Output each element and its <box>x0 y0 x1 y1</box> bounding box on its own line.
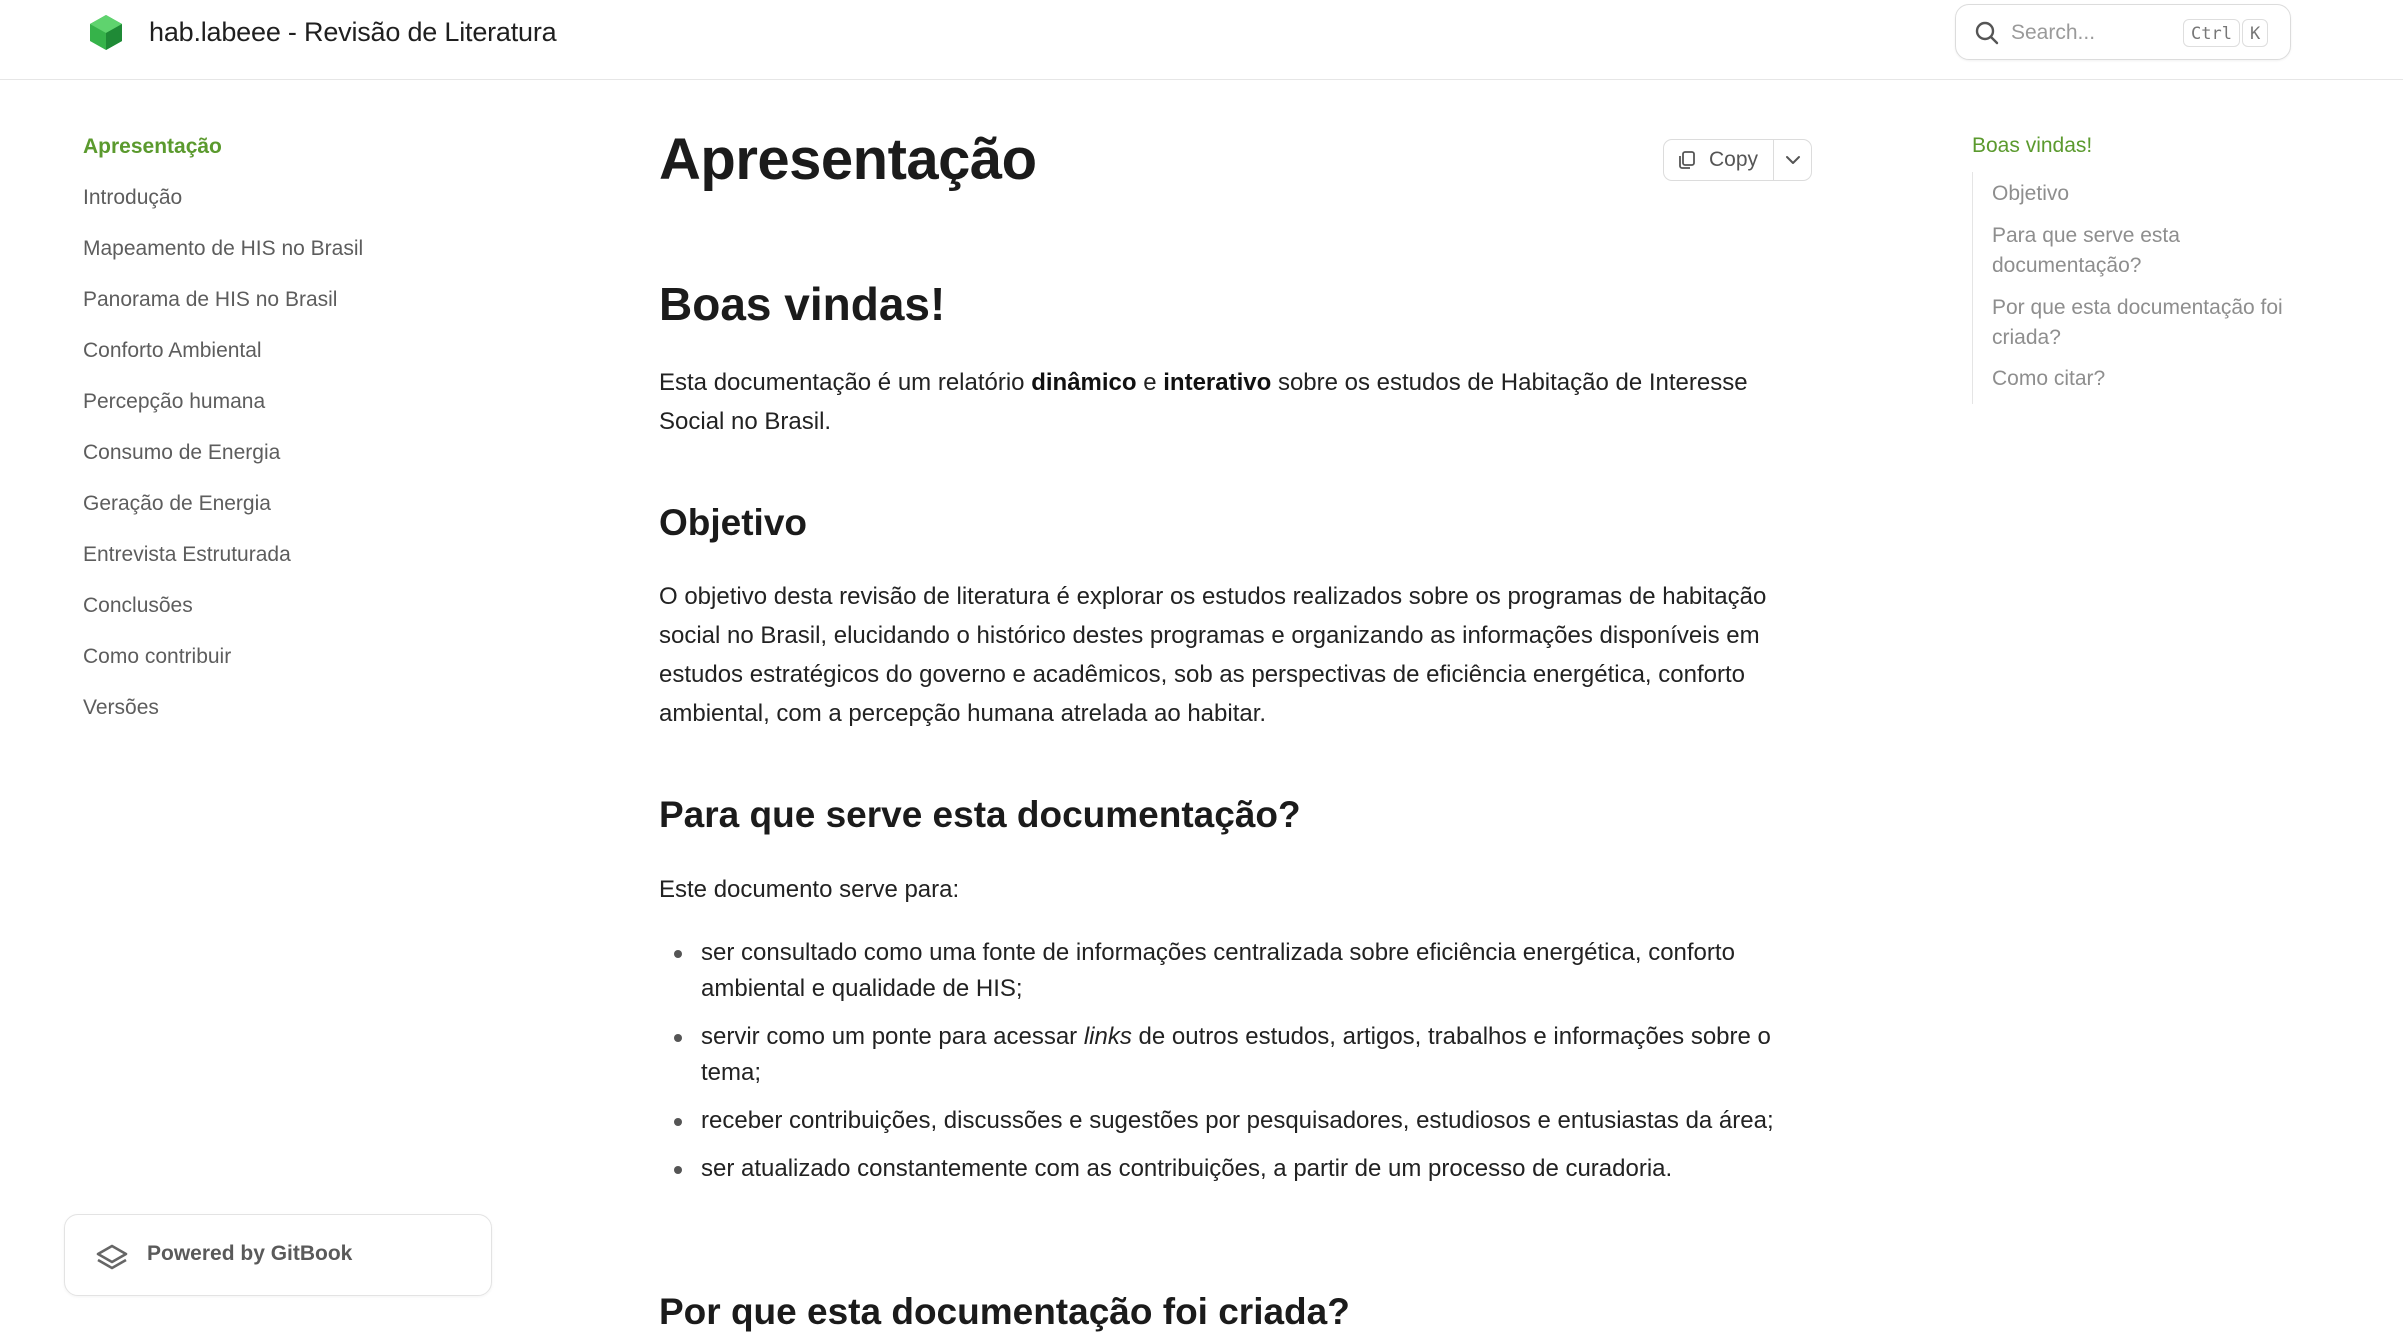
sidebar-item-conforto-ambiental[interactable]: Conforto Ambiental <box>83 339 262 362</box>
copy-button[interactable] <box>1664 140 1773 180</box>
welcome-text-3: sobre os estudos de Habitação de Interesse Social no Brasil. <box>659 369 1748 435</box>
site-logo-icon[interactable] <box>86 12 126 52</box>
copy-icon <box>1677 150 1697 170</box>
table-of-contents <box>1972 172 2302 404</box>
search-input[interactable] <box>1955 4 2291 60</box>
bullet2-text-2: de outros estudos, artigos, trabalhos e informações sobre o tema; <box>701 1023 1771 1086</box>
heading-objetivo: Objetivo <box>659 502 808 543</box>
list-item: ser atualizado constantemente com as contribuições, a partir de um processo de curadoria. <box>659 1151 1819 1187</box>
chevron-down-icon <box>1784 152 1802 168</box>
gitbook-icon <box>95 1240 129 1272</box>
sidebar-item-consumo-energia[interactable]: Consumo de Energia <box>83 441 281 464</box>
heading-boas-vindas: Boas vindas! <box>659 278 946 330</box>
toc-item-boas-vindas[interactable]: Boas vindas! <box>1972 134 2093 157</box>
welcome-text-2: e <box>1136 369 1164 396</box>
copy-options-dropdown[interactable] <box>1774 140 1812 180</box>
toc-item-como-citar[interactable]: Como citar? <box>1992 367 2106 390</box>
sidebar-item-apresentacao[interactable]: Apresentação <box>83 135 222 158</box>
sidebar-nav <box>83 132 553 744</box>
sidebar-item-mapeamento[interactable]: Mapeamento de HIS no Brasil <box>83 237 364 260</box>
top-header <box>0 0 2403 80</box>
sidebar-item-entrevista[interactable]: Entrevista Estruturada <box>83 543 291 566</box>
search-placeholder: Search... <box>2011 21 2096 44</box>
shortcut-ctrl-key: Ctrl <box>2183 19 2240 47</box>
sidebar-item-percepcao-humana[interactable]: Percepção humana <box>83 390 266 413</box>
sidebar-item-geracao-energia[interactable]: Geração de Energia <box>83 492 271 515</box>
site-title[interactable]: hab.labeee - Revisão de Literatura <box>149 17 557 47</box>
powered-by-label: Powered by GitBook <box>147 1242 353 1265</box>
purpose-intro: Este documento serve para: <box>659 876 960 903</box>
bullet2-text-1: servir como um ponte para acessar <box>701 1023 1084 1050</box>
bullet2-links-word: links <box>1083 1023 1132 1050</box>
main-content <box>659 118 1811 202</box>
welcome-text-1: Esta documentação é um relatório <box>659 369 1032 396</box>
sidebar-item-conclusoes[interactable]: Conclusões <box>83 594 193 617</box>
sidebar-item-panorama[interactable]: Panorama de HIS no Brasil <box>83 288 338 311</box>
welcome-bold-interativo: interativo <box>1163 369 1272 396</box>
list-item: ser consultado como uma fonte de informações centralizada sobre eficiência energética, conforto ambiental e qualidade de HIS; <box>659 935 1819 1007</box>
heading-para-que-serve: Para que serve esta documentação? <box>659 794 1301 835</box>
search-icon <box>1974 20 2000 46</box>
sidebar-item-introducao[interactable]: Introdução <box>83 186 183 209</box>
welcome-bold-dinamico: dinâmico <box>1031 369 1137 396</box>
shortcut-k-key: K <box>2242 19 2268 47</box>
toc-item-para-que-serve[interactable]: Para que serve esta documentação? <box>1992 224 2180 277</box>
list-item <box>659 1019 1819 1091</box>
copy-label: Copy <box>1709 148 1759 171</box>
page-title: Apresentação <box>659 127 1037 192</box>
objective-paragraph: O objetivo desta revisão de literatura é explorar os estudos realizados sobre os programas de habitação social no Brasil, elucidando o histórico destes programas e organizando as informações disponíveis em estudos estratégicos do governo e acadêmicos, sob as perspectivas de eficiência energética, conforto ambiental, com a percepção humana atrelada ao habitar. <box>659 583 1767 727</box>
sidebar-item-como-contribuir[interactable]: Como contribuir <box>83 645 232 668</box>
toc-item-objetivo[interactable]: Objetivo <box>1992 182 2070 205</box>
welcome-paragraph <box>659 363 1819 441</box>
heading-por-que: Por que esta documentação foi criada? <box>659 1291 1350 1332</box>
purpose-list <box>659 935 1819 1199</box>
list-item: receber contribuições, discussões e sugestões por pesquisadores, estudiosos e entusiastas da área; <box>659 1103 1819 1139</box>
copy-button-group <box>1663 139 1812 181</box>
toc-item-por-que[interactable]: Por que esta documentação foi criada? <box>1992 296 2283 349</box>
sidebar-item-versoes[interactable]: Versões <box>83 696 159 719</box>
powered-by-gitbook-link[interactable] <box>64 1214 492 1296</box>
